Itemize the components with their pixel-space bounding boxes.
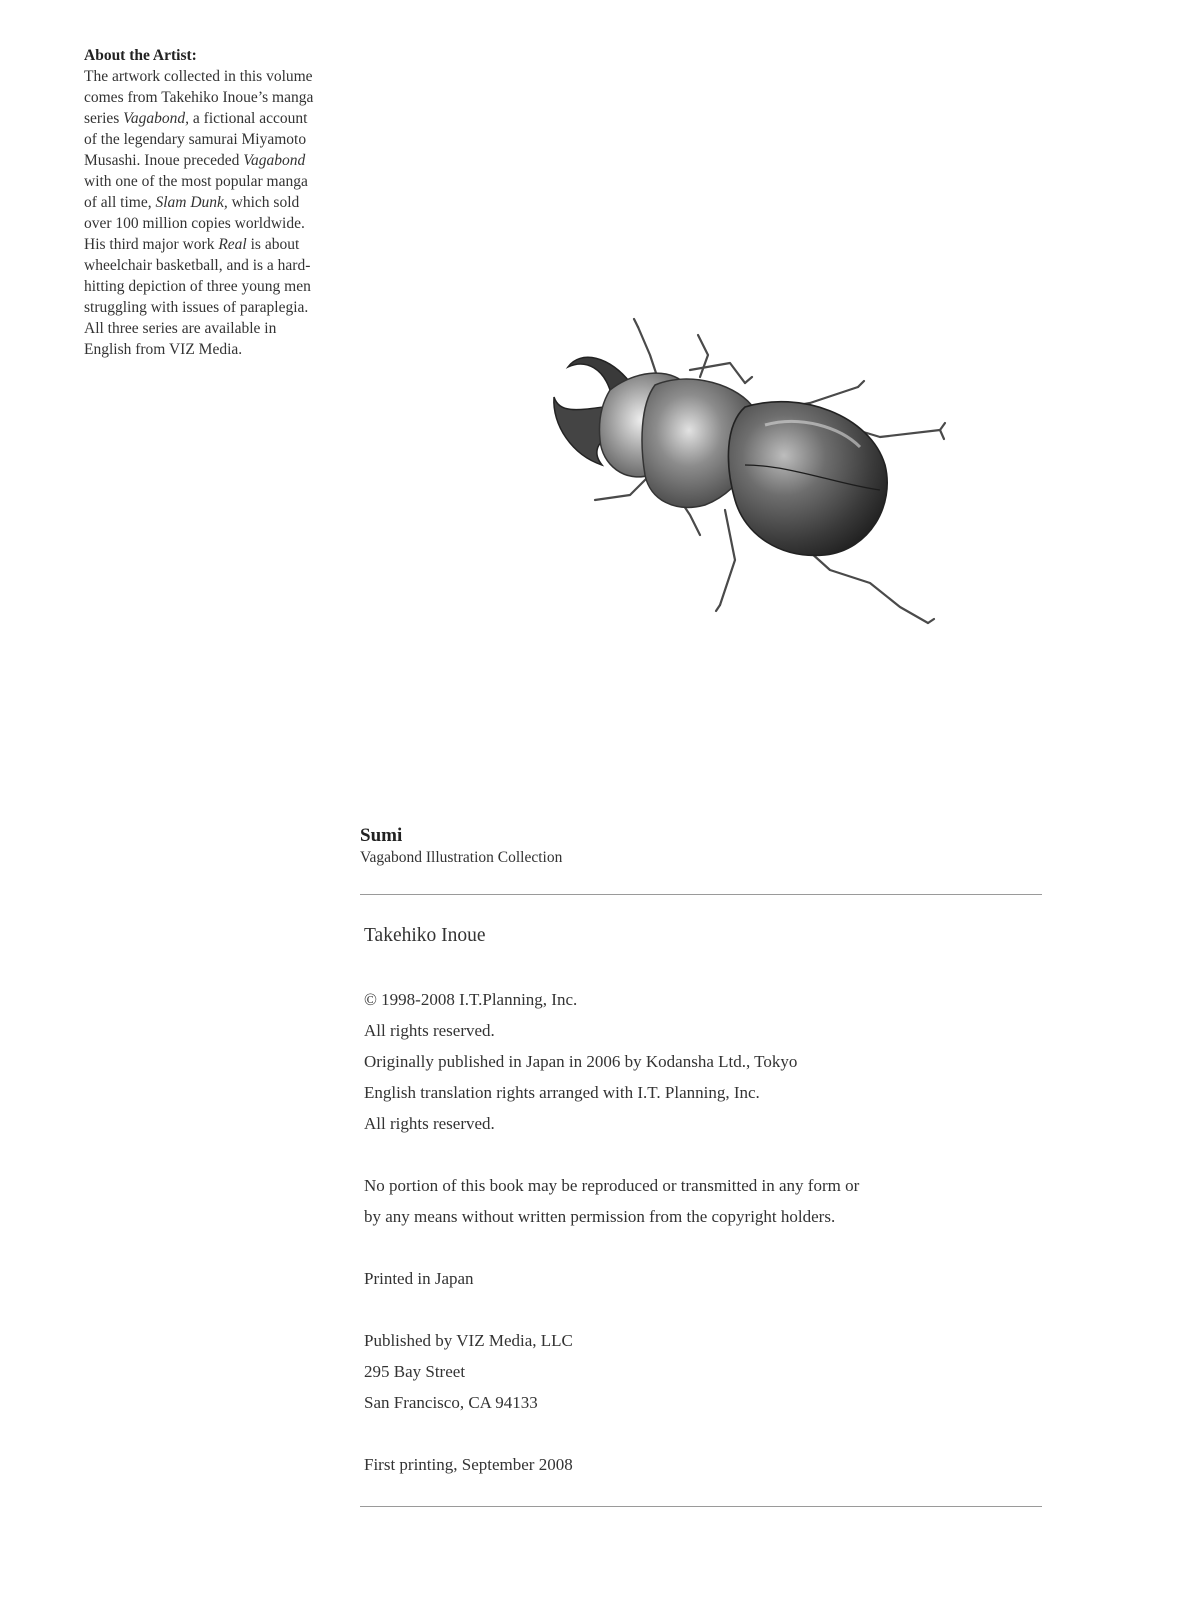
text-run: wheelchair basketball, and is a hard- <box>84 257 311 274</box>
credits-paragraph <box>364 1325 1004 1418</box>
about-artist-line <box>84 87 369 108</box>
credits-line: Originally published in Japan in 2006 by Kodansha Ltd., Tokyo <box>364 1052 798 1071</box>
text-run: struggling with issues of paraplegia. <box>84 299 309 316</box>
credits-line: First printing, September 2008 <box>364 1455 573 1474</box>
italic-title-text: Slam Dunk, <box>155 194 228 211</box>
text-run: series <box>84 110 124 127</box>
text-run: hitting depiction of three young men <box>84 278 311 295</box>
italic-title-text: Vagabond <box>243 152 306 169</box>
text-run: All three series are available in <box>84 320 277 337</box>
italic-title-text: Real <box>218 236 247 253</box>
text-run: is about <box>246 236 300 253</box>
credits-paragraph <box>364 984 1004 1139</box>
credits-section <box>364 984 1004 1480</box>
text-run: comes from Takehiko Inoue’s manga <box>84 89 314 106</box>
about-artist-heading: About the Artist: <box>84 47 197 64</box>
about-artist-line <box>84 276 369 297</box>
about-artist-line <box>84 66 369 87</box>
credits-line: © 1998-2008 I.T.Planning, Inc. <box>364 990 578 1009</box>
credits-line: All rights reserved. <box>364 1114 495 1133</box>
credits-line: No portion of this book may be reproduced or transmitted in any form or <box>364 1176 860 1195</box>
about-artist-line <box>84 297 369 318</box>
about-artist-line <box>84 318 369 339</box>
credits-line: San Francisco, CA 94133 <box>364 1393 538 1412</box>
credits-paragraph <box>364 1170 1004 1232</box>
text-run: English from VIZ Media. <box>84 341 243 358</box>
divider-rule-top <box>360 894 1042 895</box>
text-run: a fictional account <box>189 110 308 127</box>
stag-beetle-illustration <box>540 315 960 640</box>
text-run: which sold <box>227 194 300 211</box>
credits-paragraph <box>364 1263 1004 1294</box>
about-artist-line <box>84 213 369 234</box>
credits-line: All rights reserved. <box>364 1021 495 1040</box>
about-artist-line <box>84 255 369 276</box>
italic-title-text: Vagabond, <box>123 110 190 127</box>
text-run: of all time, <box>84 194 156 211</box>
about-artist-section <box>84 45 369 360</box>
credits-line: Published by VIZ Media, LLC <box>364 1331 573 1350</box>
text-run: over 100 million copies worldwide. <box>84 215 305 232</box>
about-artist-line <box>84 108 369 129</box>
about-artist-line <box>84 192 369 213</box>
about-artist-line <box>84 234 369 255</box>
text-run: His third major work <box>84 236 219 253</box>
text-run: with one of the most popular manga <box>84 173 308 190</box>
credits-line: by any means without written permission from the copyright holders. <box>364 1207 836 1226</box>
copyright-info <box>364 922 1004 1511</box>
text-run: The artwork collected in this volume <box>84 68 313 85</box>
about-artist-line <box>84 150 369 171</box>
about-artist-line <box>84 339 369 360</box>
author-name: Takehiko Inoue <box>364 925 486 946</box>
about-artist-line <box>84 171 369 192</box>
credits-line: English translation rights arranged with I.T. Planning, Inc. <box>364 1083 760 1102</box>
about-artist-line <box>84 129 369 150</box>
about-artist-body <box>84 66 369 360</box>
text-run: of the legendary samurai Miyamoto <box>84 131 307 148</box>
book-title: Sumi <box>360 825 403 846</box>
credits-line: Printed in Japan <box>364 1269 474 1288</box>
divider-rule-bottom <box>360 1506 1042 1507</box>
credits-paragraph <box>364 1449 1004 1480</box>
credits-line: 295 Bay Street <box>364 1362 466 1381</box>
title-block <box>360 825 562 867</box>
text-run: Musashi. Inoue preceded <box>84 152 244 169</box>
book-subtitle: Vagabond Illustration Collection <box>360 849 563 866</box>
